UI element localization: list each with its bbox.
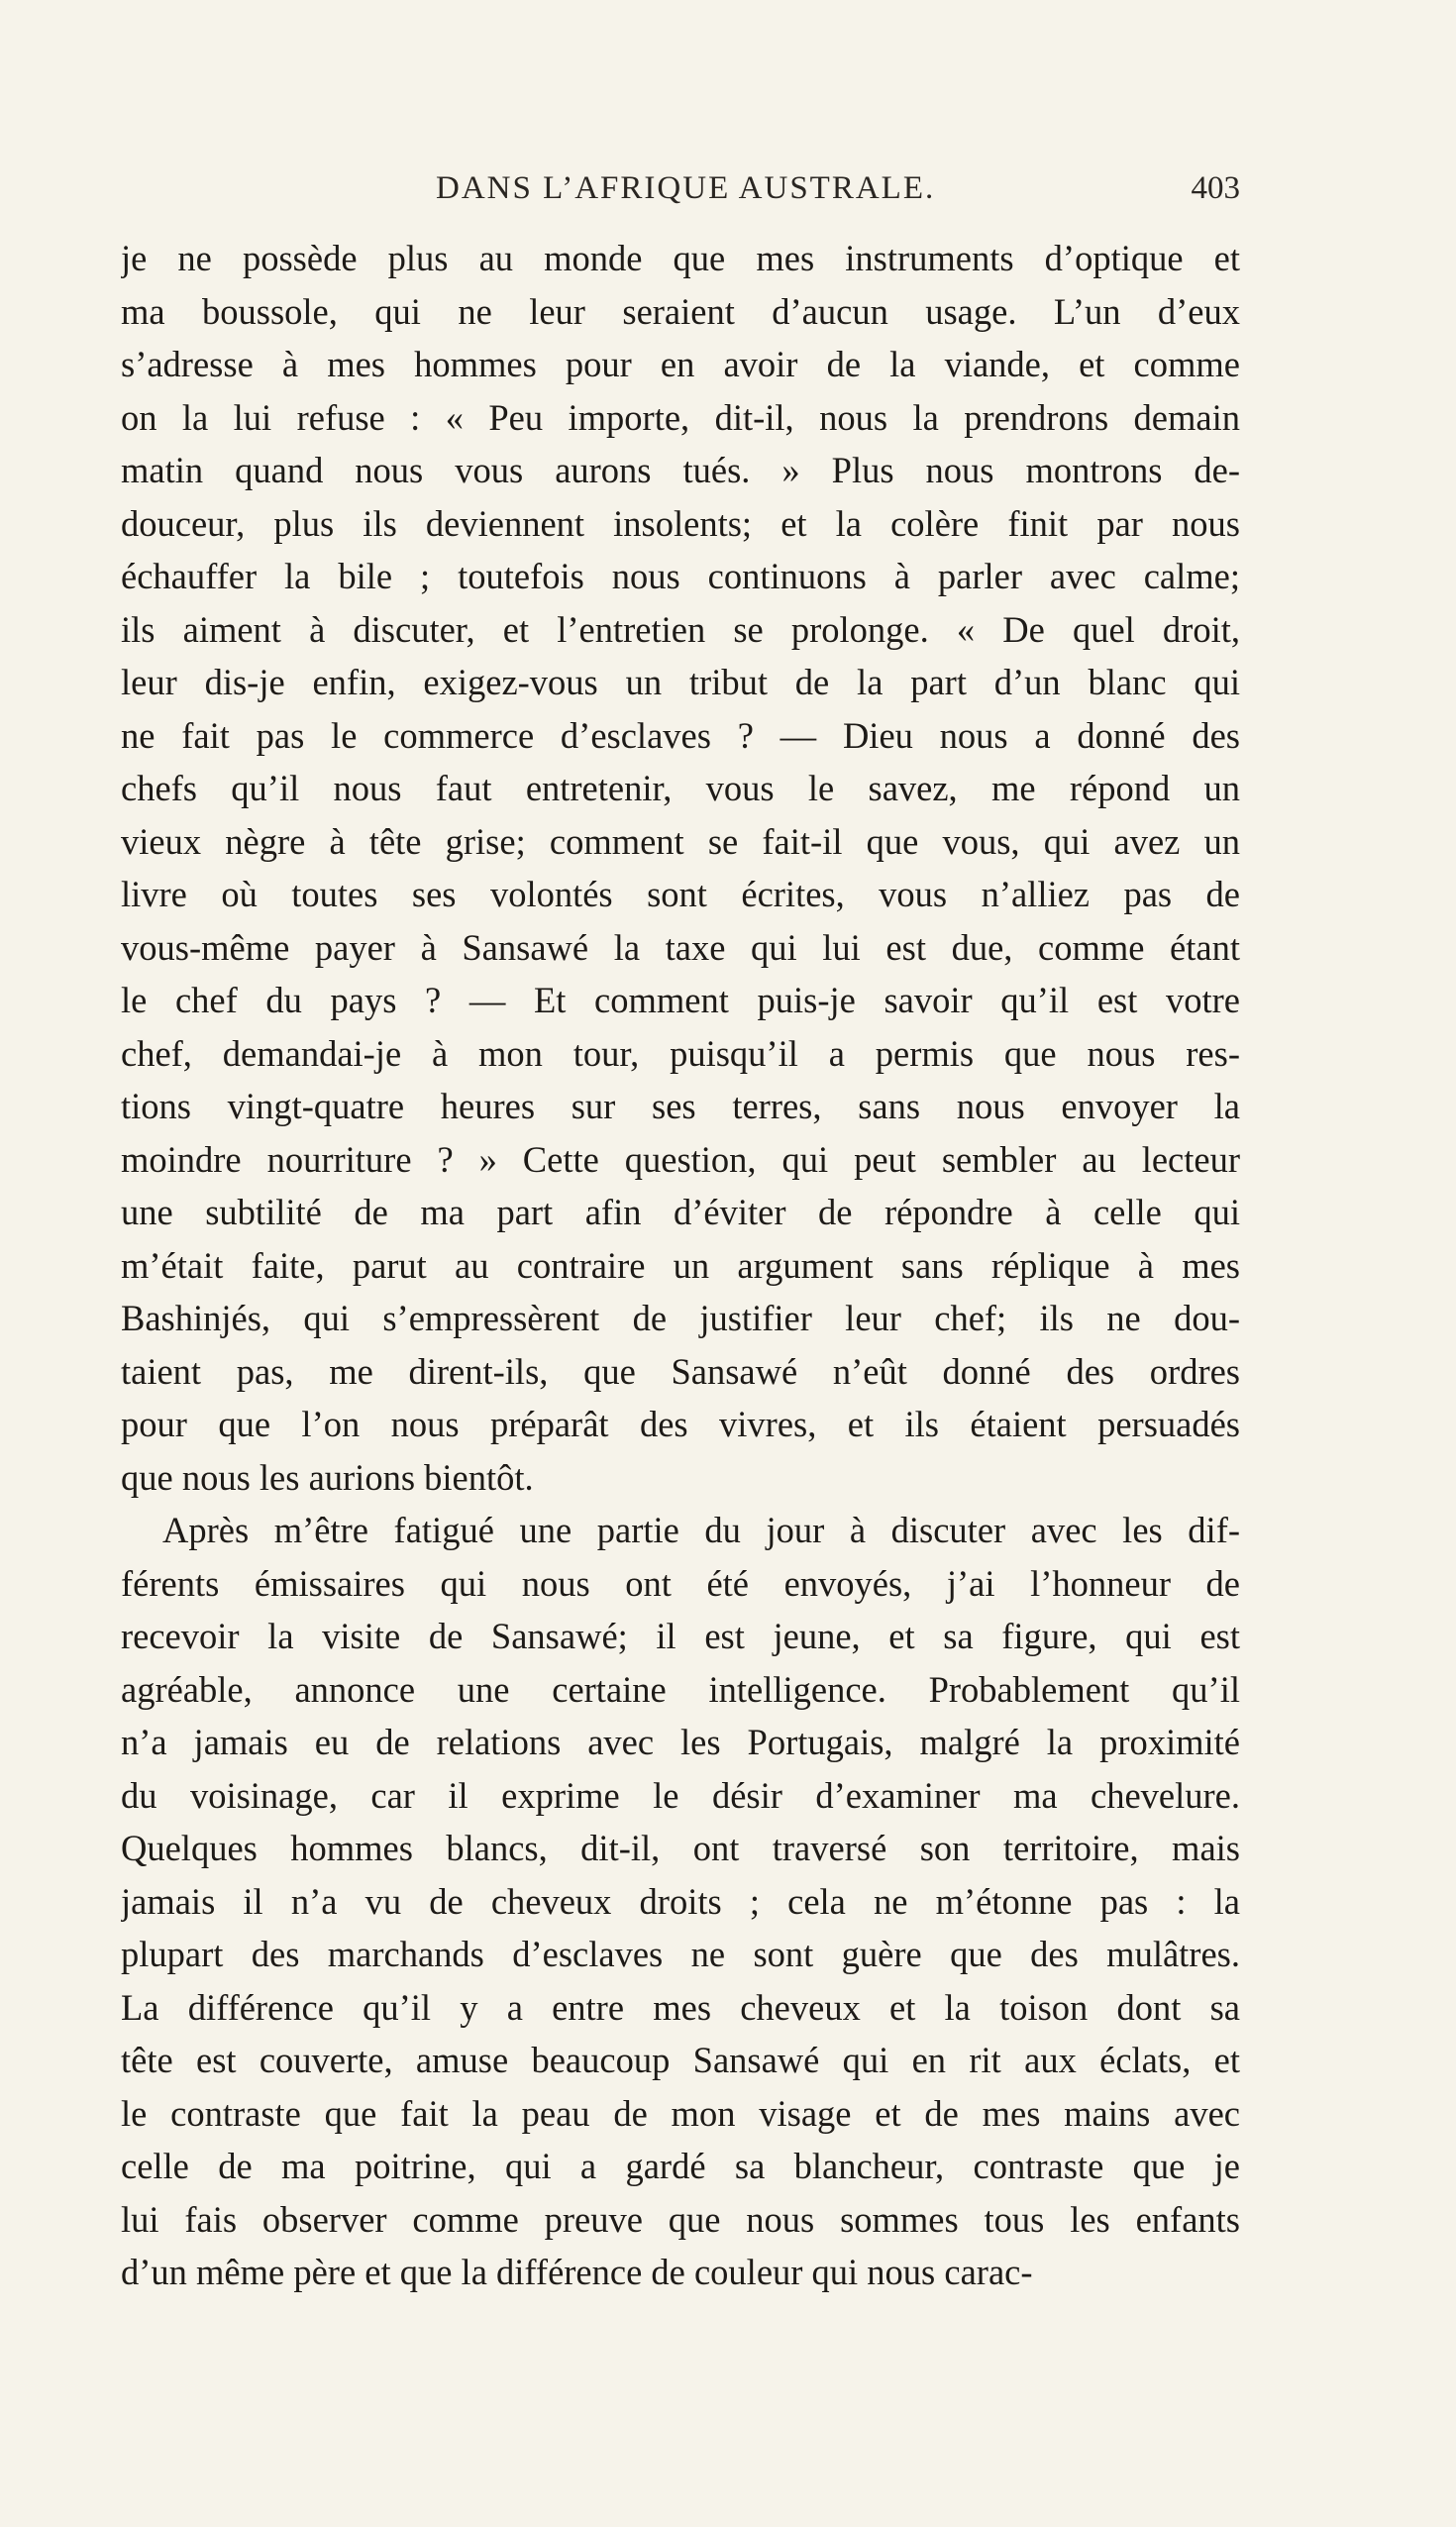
text-line: leur dis-je enfin, exigez-vous un tribut de la part d’un blanc qui	[121, 662, 1240, 702]
text-line: matin quand nous vous aurons tués. » Plus nous montrons de-	[121, 450, 1240, 490]
text-line: s’adresse à mes hommes pour en avoir de la viande, et comme	[121, 344, 1240, 384]
text-line: livre où toutes ses volontés sont écrites, vous n’alliez pas de	[121, 874, 1240, 914]
text-line: vieux nègre à tête grise; comment se fait-il que vous, qui avez un	[121, 820, 1240, 862]
text-line: recevoir la visite de Sansawé; il est jeune, et sa figure, qui est	[121, 1616, 1240, 1656]
text-line: n’a jamais eu de relations avec les Portugais, malgré la proximité	[121, 1722, 1240, 1762]
text-line: je ne possède plus au monde que mes instruments d’optique et	[121, 238, 1240, 278]
text-line: échauffer la bile ; toutefois nous continuons à parler avec calme;	[121, 556, 1240, 596]
text-line: une subtilité de ma part afin d’éviter de répondre à celle qui	[121, 1192, 1240, 1232]
paragraph	[121, 1504, 1240, 2299]
running-head	[121, 170, 1240, 214]
text-line: Après m’être fatigué une partie du jour à discuter avec les dif-	[162, 1510, 1240, 1550]
text-line: moindre nourriture ? » Cette question, qui peut sembler au lecteur	[121, 1138, 1240, 1180]
text-line: taient pas, me dirent-ils, que Sansawé n’eût donné des ordres	[121, 1350, 1240, 1392]
text-line: La différence qu’il y a entre mes cheveux et la toison dont sa	[121, 1986, 1240, 2028]
text-line: vous-même payer à Sansawé la taxe qui lui est due, comme étant	[121, 926, 1240, 968]
text-line: ma boussole, qui ne leur seraient d’aucun usage. L’un d’eux	[121, 290, 1240, 332]
text-line: Quelques hommes blancs, dit-il, ont traversé son territoire, mais	[121, 1828, 1240, 1868]
text-line: Bashinjés, qui s’empressèrent de justifier leur chef; ils ne dou-	[121, 1298, 1240, 1338]
text-line: on la lui refuse : « Peu importe, dit-il, nous la prendrons demain	[121, 396, 1240, 438]
text-line: agréable, annonce une certaine intelligence. Probablement qu’il	[121, 1668, 1240, 1710]
text-line: ils aiment à discuter, et l’entretien se prolonge. « De quel droit,	[121, 608, 1240, 650]
text-line: m’était faite, parut au contraire un argument sans réplique à mes	[121, 1244, 1240, 1286]
text-line: que nous les aurions bientôt.	[121, 1456, 534, 1498]
text-line: pour que l’on nous préparât des vivres, et ils étaient persuadés	[121, 1404, 1240, 1444]
text-line: plupart des marchands d’esclaves ne sont guère que des mulâtres.	[121, 1934, 1240, 1974]
text-line: le chef du pays ? — Et comment puis-je savoir qu’il est votre	[121, 980, 1240, 1020]
running-title: DANS L’AFRIQUE AUSTRALE.	[436, 170, 936, 206]
text-line: tête est couverte, amuse beaucoup Sansawé qui en rit aux éclats, et	[121, 2040, 1240, 2080]
text-line: tions vingt-quatre heures sur ses terres, sans nous envoyer la	[121, 1086, 1240, 1126]
text-line: férents émissaires qui nous ont été envoyés, j’ai l’honneur de	[121, 1562, 1240, 1604]
text-line: chefs qu’il nous faut entretenir, vous le savez, me répond un	[121, 768, 1240, 808]
text-line: celle de ma poitrine, qui a gardé sa blancheur, contraste que je	[121, 2146, 1240, 2186]
text-line: lui fais observer comme preuve que nous sommes tous les enfants	[121, 2198, 1240, 2240]
text-line: jamais il n’a vu de cheveux droits ; cela ne m’étonne pas : la	[121, 1880, 1240, 1922]
text-line: douceur, plus ils deviennent insolents; et la colère finit par nous	[121, 502, 1240, 544]
text-line: du voisinage, car il exprime le désir d’examiner ma chevelure.	[121, 1774, 1240, 1816]
text-line: d’un même père et que la différence de couleur qui nous carac-	[121, 2252, 1033, 2292]
page-number: 403	[1191, 170, 1240, 206]
text-line: chef, demandai-je à mon tour, puisqu’il a permis que nous res-	[121, 1032, 1240, 1074]
body-text	[121, 232, 1240, 2299]
paragraph	[121, 232, 1240, 1504]
text-line: ne fait pas le commerce d’esclaves ? — Dieu nous a donné des	[121, 714, 1240, 756]
text-line: le contraste que fait la peau de mon visage et de mes mains avec	[121, 2092, 1240, 2134]
